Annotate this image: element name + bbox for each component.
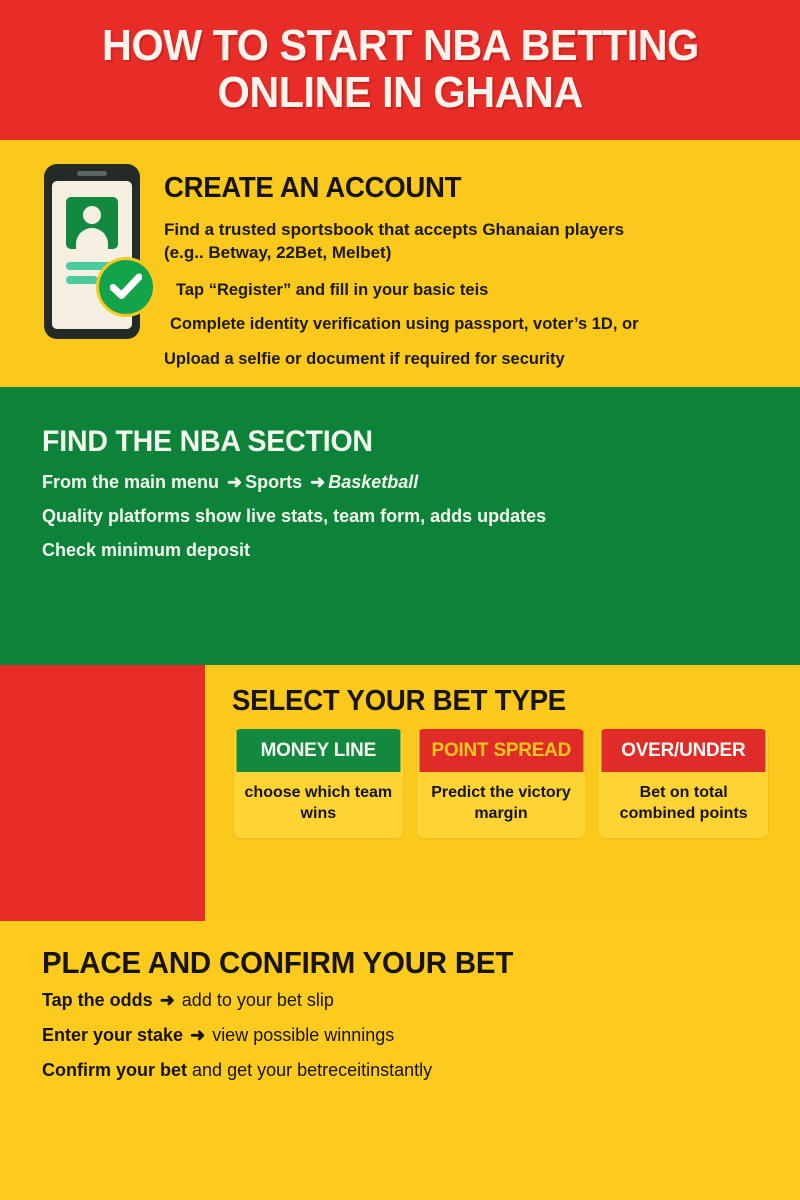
bet-section-title: SELECT YOUR BET TYPE	[232, 685, 566, 717]
account-section-title: CREATE AN ACCOUNT	[164, 172, 462, 204]
phone-speaker	[77, 171, 107, 176]
nba-line-2: Quality platforms show live stats, team form, adds updates	[42, 506, 547, 526]
arrow-right-icon-4: ➜	[190, 1025, 206, 1045]
header-banner	[0, 0, 800, 140]
bet-type-card-list	[234, 729, 768, 838]
place-line-3-bold: Confirm your bet	[42, 1060, 188, 1080]
header-title-line1: HOW TO START NBA BETTING	[101, 21, 699, 71]
place-section-title: PLACE AND CONFIRM YOUR BET	[42, 945, 514, 980]
place-line-2-rest: view possible winnings	[212, 1025, 395, 1045]
check-circle-icon	[99, 260, 153, 314]
section-place-confirm	[0, 921, 800, 1200]
avatar-head	[83, 206, 101, 224]
place-line-1	[42, 990, 334, 1011]
bet-card-over-under-desc: Bet on total combined points	[619, 784, 748, 823]
bet-card-point-spread-header: POINT SPREAD	[419, 729, 583, 772]
bet-card-point-spread[interactable]	[417, 729, 586, 838]
header-title-line2: ONLINE IN GHANA	[217, 68, 583, 117]
arrow-right-icon-3: ➜	[159, 990, 175, 1010]
place-line-3-rest: and get your betreceitinstantly	[192, 1060, 433, 1080]
bet-card-over-under[interactable]	[599, 729, 768, 838]
bet-card-money-line-header: MONEY LINE	[237, 729, 401, 772]
phone-id-verification-icon	[44, 164, 140, 339]
place-line-1-bold: Tap the odds	[42, 990, 153, 1010]
account-lead-text: Find a trusted sportsbook that accepts Ghanaian players (e.g.. Betway, 22Bet, Melbet)	[164, 220, 625, 263]
place-line-1-rest: add to your bet slip	[181, 990, 334, 1010]
place-line-3	[42, 1060, 432, 1081]
arrow-right-icon: ➜	[227, 472, 243, 492]
account-bullet-1: Tap “Register” and fill in your basic teis	[176, 281, 489, 299]
nba-breadcrumb-part3: Basketball	[328, 472, 419, 492]
nba-breadcrumb-part1: From the main menu	[42, 472, 220, 492]
nba-section-title: FIND THE NBA SECTION	[42, 425, 373, 458]
avatar-body	[76, 228, 108, 250]
bet-card-point-spread-desc: Predict the victory margin	[431, 784, 571, 823]
form-line-short	[66, 276, 98, 284]
id-card-graphic	[66, 197, 118, 249]
bet-card-money-line-desc: choose which team wins	[244, 784, 393, 823]
account-bullet-3: Upload a selfie or document if required for security	[164, 350, 565, 368]
nba-breadcrumb-part2: Sports	[245, 472, 303, 492]
bet-card-money-line[interactable]	[234, 729, 403, 838]
red-accent-block	[0, 665, 205, 921]
bet-card-over-under-header: OVER/UNDER	[602, 729, 766, 772]
section-create-account	[0, 140, 800, 387]
arrow-right-icon-2: ➜	[310, 472, 326, 492]
section-find-nba	[0, 387, 800, 665]
place-line-2-bold: Enter your stake	[42, 1025, 184, 1045]
nba-breadcrumb-line	[42, 472, 418, 493]
nba-line-3: Check minimum deposit	[42, 540, 251, 560]
account-bullet-2: Complete identity verification using passport, voter’s 1D, or	[170, 315, 639, 333]
place-line-2	[42, 1025, 394, 1046]
